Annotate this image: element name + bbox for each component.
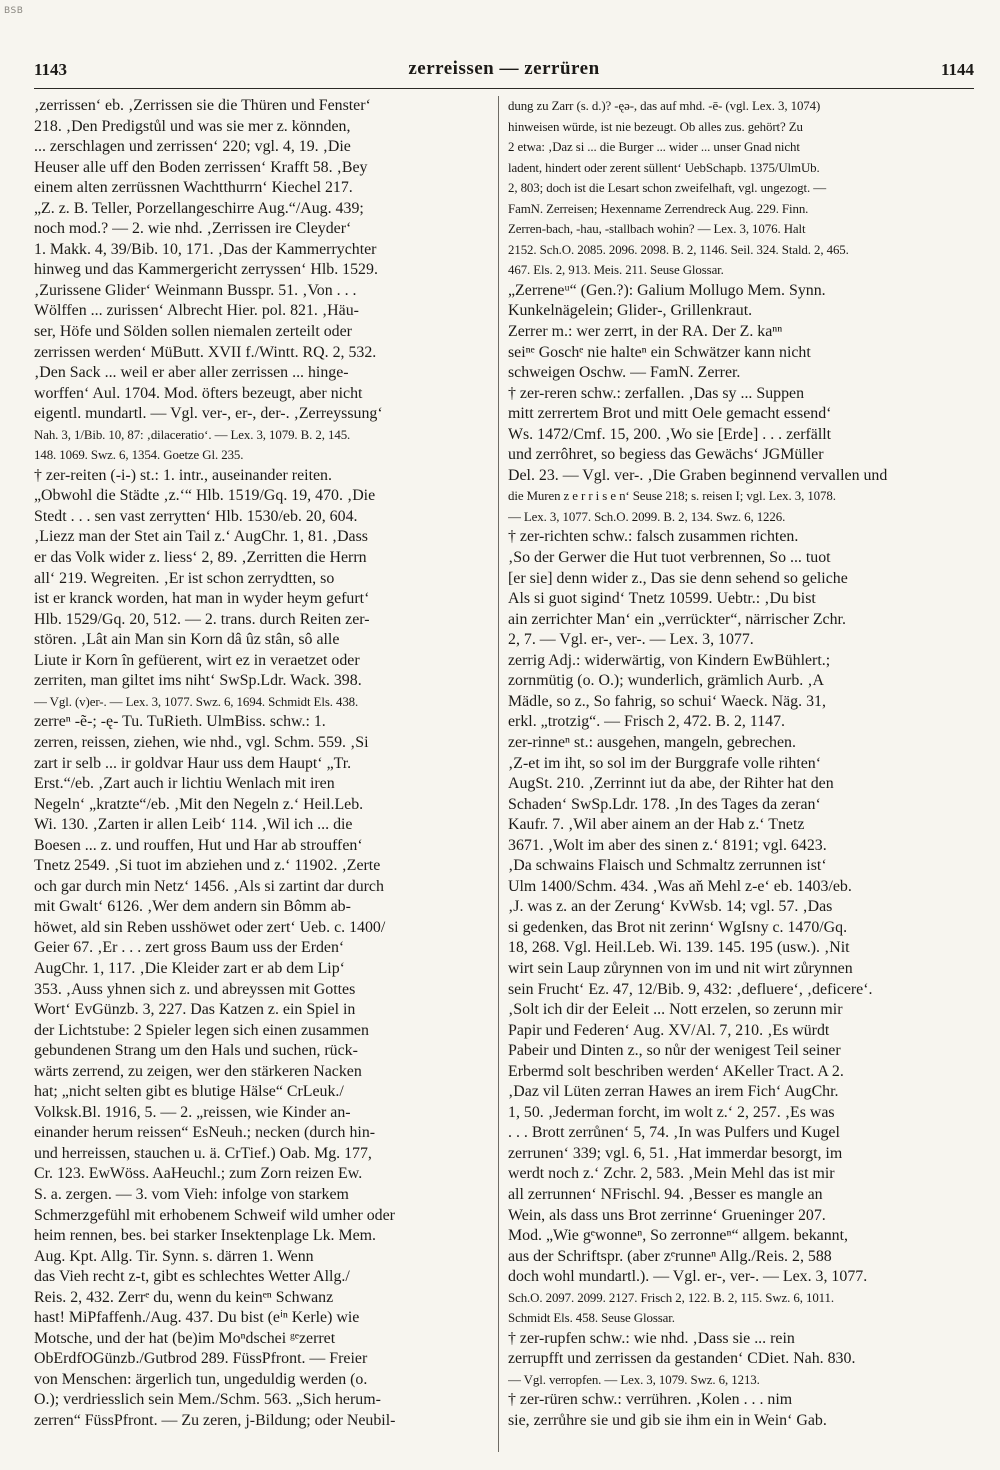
text-line: ‚Solt ich dir der Eeleit ... Nott erzelen, so zerunn mir (508, 1001, 843, 1019)
text-line: 148. 1069. Swz. 6, 1354. Goetze Gl. 235. (34, 448, 244, 463)
text-line: hast! MiPfaffenh./Aug. 437. Du bist (eⁱⁿ Kerle) wie (34, 1309, 360, 1327)
text-line: Schmerzgefühl mit erhobenem Schweif wild umher oder (34, 1206, 395, 1224)
text-line: der Lichtstube: 2 Spieler legen sich einen zusammen (34, 1021, 369, 1039)
text-line: † zer-rüren schw.: verrühren. ‚Kolen . . . nim (508, 1391, 793, 1409)
text-line: Motsche, und der hat (be)im Moⁿdschei ᵍᵉzerret (34, 1329, 336, 1347)
text-line: ... zerschlagen und zerrissen‘ 220; vgl. 4, 19. ‚Die (34, 138, 351, 156)
text-line: och gar durch min Netz‘ 1456. ‚Als si zartint dar durch (34, 877, 384, 895)
text-line: eigentl. mundartl. — Vgl. ver-, er-, der-. ‚Zerreyssung‘ (34, 405, 383, 423)
text-line: Erbermd solt beschriben werden‘ AKeller Tract. A 2. (508, 1062, 844, 1080)
text-line: 2152. Sch.O. 2085. 2096. 2098. B. 2, 1146. Seil. 324. Stald. 2, 465. (508, 242, 849, 257)
text-line: Hlb. 1529/Gq. 20, 512. — 2. trans. durch Reiten zer- (34, 610, 370, 628)
text-line: zerrunen‘ 339; vgl. 6, 51. ‚Hat immerdar besorgt, im (508, 1144, 843, 1162)
text-line: und zerrôhret, so begiess das Gewächs‘ JGMüller (508, 446, 824, 464)
text-line: 2, 803; doch ist die Lesart schon zweifelhaft, vgl. ungezogt. — (508, 181, 827, 196)
text-line: mitt zerrertem Brot und mitt Oele gemacht essend‘ (508, 405, 832, 423)
text-line: Tnetz 2549. ‚Si tuot im abziehen und z.‘ 11902. ‚Zerte (34, 857, 381, 875)
page-header (34, 58, 974, 84)
text-line: † zer-richten schw.: falsch zusammen richten. (508, 528, 799, 546)
text-line: Wein, als dass uns Brot zerrinne‘ Grueninger 207. (508, 1206, 826, 1224)
text-line: AugChr. 1, 117. ‚Die Kleider zart er ab dem Lip‘ (34, 959, 345, 977)
text-line: all zerrunnen‘ NFrischl. 94. ‚Besser es mangle an (508, 1185, 823, 1203)
text-line: „Obwohl die Städte ‚z.‘“ Hlb. 1519/Gq. 19, 470. ‚Die (34, 487, 376, 505)
text-line: . . . Brott zerrůnen‘ 5, 74. ‚In was Pulfers und Kugel (508, 1124, 840, 1142)
text-line: ‚Daz vil Lüten zerran Hawes an irem Fich‘ AugChr. (508, 1083, 839, 1101)
text-line: 1, 50. ‚Jederman forcht, im wolt z.‘ 2, 257. ‚Es was (508, 1103, 835, 1121)
left-column (34, 96, 496, 1458)
text-line: und herreissen, stauchen u. ä. CrTief.) Oab. Mg. 177, (34, 1144, 372, 1162)
text-line: 1. Makk. 4, 39/Bib. 10, 171. ‚Das der Kammerrychter (34, 240, 377, 258)
text-line: Negeln‘ „kratzte“/eb. ‚Mit den Negeln z.‘ Heil.Leb. (34, 795, 364, 813)
text-line: AugSt. 210. ‚Zerrinnt iut da abe, der Rihter hat den (508, 775, 834, 793)
text-line: Del. 23. — Vgl. ver-. ‚Die Graben beginnend vervallen und (508, 466, 888, 484)
text-line: stören. ‚Lât ain Man sin Korn dâ ûz stân, sô alle (34, 631, 340, 649)
text-line: wirt sein Laup zůrynnen von im und nit wirt zůrynnen (508, 959, 853, 977)
text-line: sie, zerrůhre sie und gib sie ihm ein in Wein‘ Gab. (508, 1412, 827, 1429)
text-line: Reis. 2, 432. Zerrᵉ du, wenn du keinᵉⁿ Schwanz (34, 1288, 334, 1306)
text-line: Boesen ... z. und rouffen, Hut und Har ab strouffen‘ (34, 836, 363, 854)
text-line: zerren, reissen, ziehen, wie nhd., vgl. Schm. 559. ‚Si (34, 733, 369, 751)
text-line: Ws. 1472/Cmf. 15, 200. ‚Wo sie [Erde] . . . zerfällt (508, 425, 832, 443)
text-line: doch wohl mundartl.). — Vgl. er-, ver-. — Lex. 3, 1077. (508, 1268, 868, 1286)
text-line: schweigen Oschw. — FamN. Zerrer. (508, 364, 741, 382)
text-line: ‚J. was z. an der Zerung‘ KvWsb. 14; vgl. 57. ‚Das (508, 898, 833, 916)
text-line: † zer-rupfen schw.: wie nhd. ‚Dass sie ... rein (508, 1329, 795, 1347)
text-line: ser, Höfe und Sölden sollen niemalen zerteilt oder (34, 323, 352, 341)
column-divider (498, 96, 499, 1452)
text-line: Liute ir Korn în gefüerent, wirt ez in veraetzet oder (34, 651, 360, 669)
text-line: 467. Els. 2, 913. Meis. 211. Seuse Glossar. (508, 263, 724, 278)
text-line: Cr. 123. EwWöss. AaHeuchl.; zum Zorn reizen Ew. (34, 1165, 363, 1183)
text-line: ist er kranck worden, hat man in wyder heym gefurt‘ (34, 590, 370, 608)
text-line: † zer-reiten (-i-) st.: 1. intr., auseinander reiten. (34, 466, 332, 484)
text-line: [er sie] denn wider z., Das sie denn sehend so geliche (508, 569, 848, 587)
text-line: gebundenen Strang um den Hals und suchen, rück- (34, 1042, 358, 1060)
text-line: zerrissen werden‘ MüButt. XVII f./Wintt. RQ. 2, 532. (34, 343, 377, 361)
text-line: hat; „nicht selten gibt es blutige Hälse“ CrLeuk./ (34, 1083, 344, 1101)
text-line: 218. ‚Den Predigstůl und was sie mer z. könnden, (34, 117, 351, 135)
text-line: Papir und Federen‘ Aug. XV/Al. 7, 210. ‚Es würdt (508, 1021, 830, 1039)
text-line: — Vgl. verropfen. — Lex. 3, 1079. Swz. 6, 1213. (508, 1372, 760, 1387)
text-line: dung zu Zarr (s. d.)? -ęə-, das auf mhd. -ē- (vgl. Lex. 3, 1074) (508, 99, 821, 113)
text-line: ‚Z-et im iht, so sol im der Burggrafe volle rihten‘ (508, 754, 822, 772)
text-line: Pabeir und Dinten z., so nůr der wenigest Teil seiner (508, 1042, 841, 1060)
running-head: zerreissen — zerrüren (408, 58, 600, 79)
text-line: erkl. „trotzig“. — Frisch 2, 472. B. 2, 1147. (508, 713, 786, 731)
text-line: worffen‘ Aul. 1704. Mod. öfters bezeugt, aber nicht (34, 384, 363, 402)
text-line: ladent, hindert oder zerent süllent‘ UebSchapb. 1375/UlmUb. (508, 160, 820, 175)
text-line: „Zerreneᵘ“ (Gen.?): Galium Mollugo Mem. Synn. (508, 281, 826, 299)
text-line: seiⁿᵉ Goschᵉ nie halteⁿ ein Schwätzer kann nicht (508, 343, 811, 361)
text-line: FamN. Zerreisen; Hexenname Zerrendreck Aug. 229. Finn. (508, 201, 809, 216)
text-line: einem alten zerrüssnen Wachtthurrn‘ Kiechel 217. (34, 179, 353, 197)
text-line: heim rennen, bes. bei starker Insektenplage Lk. Mem. (34, 1227, 376, 1245)
text-line: O.); verdriesslich sein Mem./Schm. 563. „Sich herum- (34, 1391, 381, 1409)
text-line: 2 etwa: ‚Daz si ... die Burger ... wider ... unser Gnad nicht (508, 140, 800, 155)
text-line: ‚zerrissen‘ eb. ‚Zerrissen sie die Thüren und Fenster‘ (34, 97, 371, 114)
text-line: zart ir selb ... ir goldvar Haur uss dem Haupt‘ „Tr. (34, 754, 352, 772)
text-line: zornmütig (o. O.); wunderlich, grämlich Aurb. ‚A (508, 672, 824, 690)
text-line: zerren“ FüssPfront. — Zu zeren, j-Bildung; oder Neubil- (34, 1412, 396, 1429)
text-line: Nah. 3, 1/Bib. 10, 87: ‚dilaceratio‘. — Lex. 3, 1079. B. 2, 145. (34, 427, 351, 442)
text-line: ObErdfOGünzb./Gutbrod 289. FüssPfront. — Freier (34, 1350, 368, 1368)
text-line: Kaufr. 7. ‚Wil aber ainem an der Hab z.‘ Tnetz (508, 816, 805, 834)
page-number-left: 1143 (34, 60, 68, 79)
text-line: 2, 7. — Vgl. er-, ver-. — Lex. 3, 1077. (508, 631, 754, 649)
text-line: Schmidt Els. 458. Seuse Glossar. (508, 1311, 675, 1326)
text-line: — Lex. 3, 1077. Sch.O. 2099. B. 2, 134. Swz. 6, 1226. (508, 509, 786, 524)
text-line: S. a. zergen. — 3. vom Vieh: infolge von starkem (34, 1185, 349, 1203)
right-column (508, 96, 970, 1458)
text-line: Zerren-bach, -hau, -stallbach wohin? — Lex. 3, 1076. Halt (508, 222, 806, 237)
text-line: Ulm 1400/Schm. 434. ‚Was aň Mehl z-e‘ eb. 1403/eb. (508, 877, 852, 895)
text-line: 18, 268. Vgl. Heil.Leb. Wi. 139. 145. 195 (usw.). ‚Nit (508, 939, 850, 957)
text-line: zerriten, man giltet ims niht‘ SwSp.Ldr. Wack. 398. (34, 672, 362, 690)
text-line: Aug. Kpt. Allg. Tir. Synn. s. därren 1. Wenn (34, 1247, 314, 1265)
text-line: das Vieh recht z-t, gibt es schlechtes Wetter Allg./ (34, 1268, 350, 1286)
text-line: Sch.O. 2097. 2099. 2127. Frisch 2, 122. B. 2, 115. Swz. 6, 1011. (508, 1290, 835, 1305)
text-line: 353. ‚Auss yhnen sich z. und abreyssen mit Gottes (34, 980, 356, 998)
text-line: aus der Schriftspr. (aber zᵉrunneⁿ Allg./Reis. 2, 588 (508, 1247, 832, 1265)
text-line: Wi. 130. ‚Zarten ir allen Leib‘ 114. ‚Wil ich ... die (34, 816, 353, 834)
text-line: hinweg und das Kammergericht zerryssen‘ Hlb. 1529. (34, 261, 378, 279)
text-line: ‚Da schwains Flaisch und Schmaltz zerrunnen ist‘ (508, 857, 827, 875)
text-line: Heuser alle uff den Boden zerrissen‘ Krafft 58. ‚Bey (34, 158, 368, 176)
text-line: Geier 67. ‚Er . . . zert gross Baum uss der Erden‘ (34, 939, 345, 957)
text-line: höwet, ald sin Reben usshöwet oder zert‘ Ueb. c. 1400/ (34, 918, 386, 936)
text-line: werdt noch z.‘ Zchr. 2, 583. ‚Mein Mehl das ist mir (508, 1165, 835, 1183)
text-line: sein Frucht‘ Ez. 47, 12/Bib. 9, 432: ‚defluere‘, ‚deficere‘. (508, 980, 873, 998)
text-line: zerrupfft und zerrissen da gestanden‘ CDiet. Nah. 830. (508, 1350, 856, 1368)
text-line: Schaden‘ SwSp.Ldr. 178. ‚In des Tages da zeran‘ (508, 795, 821, 813)
text-line: all‘ 219. Wegreiten. ‚Er ist schon zerrydtten, so (34, 569, 335, 587)
text-line: Zerrer m.: wer zerrt, in der RA. Der Z. kaⁿⁿ (508, 323, 783, 341)
text-line: Volksk.Bl. 1916, 5. — 2. „reissen, wie Kinder an- (34, 1103, 351, 1121)
library-stamp: BSB (4, 6, 24, 16)
text-line: — Vgl. (v)er-. — Lex. 3, 1077. Swz. 6, 1694. Schmidt Els. 438. (34, 694, 359, 709)
text-line: „Z. z. B. Teller, Porzellangeschirre Aug.“/Aug. 439; (34, 199, 364, 217)
text-line: noch mod.? — 2. wie nhd. ‚Zerrissen ire Cleyder‘ (34, 220, 352, 238)
text-line: Wort‘ EvGünzb. 3, 227. Das Katzen z. ein Spiel in (34, 1001, 356, 1019)
text-line: † zer-reren schw.: zerfallen. ‚Das sy ... Suppen (508, 384, 805, 402)
text-line: ‚Den Sack ... weil er aber aller zerrissen ... hinge- (34, 364, 349, 382)
text-line: Kunkelnägelein; Glider-, Grillenkraut. (508, 302, 753, 320)
text-line: ain zerrichter Man‘ ein „verrückter“, närrischer Zchr. (508, 610, 846, 628)
text-line: ‚Liezz man der Stet ain Tail z.‘ AugChr. 1, 81. ‚Dass (34, 528, 368, 546)
text-line: einander herum reissen“ EsNeuh.; necken (durch hin- (34, 1124, 376, 1142)
text-line: Mod. „Wie gᵉwonneⁿ, So zerronneⁿ“ allgem. bekannt, (508, 1227, 848, 1245)
page-number-right: 1144 (940, 60, 974, 79)
text-line: Stedt . . . sen vast zerrytten‘ Hlb. 1530/eb. 20, 604. (34, 507, 358, 525)
text-line: 3671. ‚Wolt im aber des sinen z.‘ 8191; vgl. 6423. (508, 836, 827, 854)
text-line: mit Gwalt‘ 6126. ‚Wer dem andern sin Bômm ab- (34, 898, 351, 916)
text-line: Erst.“/eb. ‚Zart auch ir lichtiu Wenlach mit iren (34, 775, 335, 793)
text-line: er das Volk wider z. liess‘ 2, 89. ‚Zerritten die Herrn (34, 549, 367, 567)
text-line: Als si guot sigind‘ Tnetz 10599. Uebtr.: ‚Du bist (508, 590, 816, 608)
text-line: Mädle, so z., So fahrig, so schui‘ Waeck. Näg. 31, (508, 692, 826, 710)
text-line: hinweisen würde, ist nie bezeugt. Ob alles zus. gehört? Zu (508, 119, 803, 134)
text-line: si gedenken, das Brot nit zerinn‘ WgIsny c. 1470/Gq. (508, 918, 848, 936)
text-line: Wölffen ... zurissen‘ Albrecht Hier. pol. 821. ‚Häu- (34, 302, 359, 320)
text-line: wärts zerrend, zu zeigen, wer den stärkeren Nacken (34, 1062, 362, 1080)
text-line: zerrig Adj.: widerwärtig, von Kindern EwBühlert.; (508, 651, 831, 669)
text-line: ‚So der Gerwer die Hut tuot verbrennen, So ... tuot (508, 549, 831, 567)
text-line: ‚Zurissene Glider‘ Weinmann Busspr. 51. ‚Von . . . (34, 281, 357, 299)
text-line: von Menschen: ärgerlich tun, ungeduldig werden (o. (34, 1370, 368, 1388)
header-rule (34, 88, 974, 89)
text-line: die Muren z e r r i s e n‘ Seuse 218; s. reisen I; vgl. Lex. 3, 1078. (508, 489, 836, 504)
text-line: zer-rinneⁿ st.: ausgehen, mangeln, gebrechen. (508, 733, 796, 751)
text-line: zerreⁿ -ẽ-; -ę- Tu. TuRieth. UlmBiss. schw.: 1. (34, 713, 326, 731)
